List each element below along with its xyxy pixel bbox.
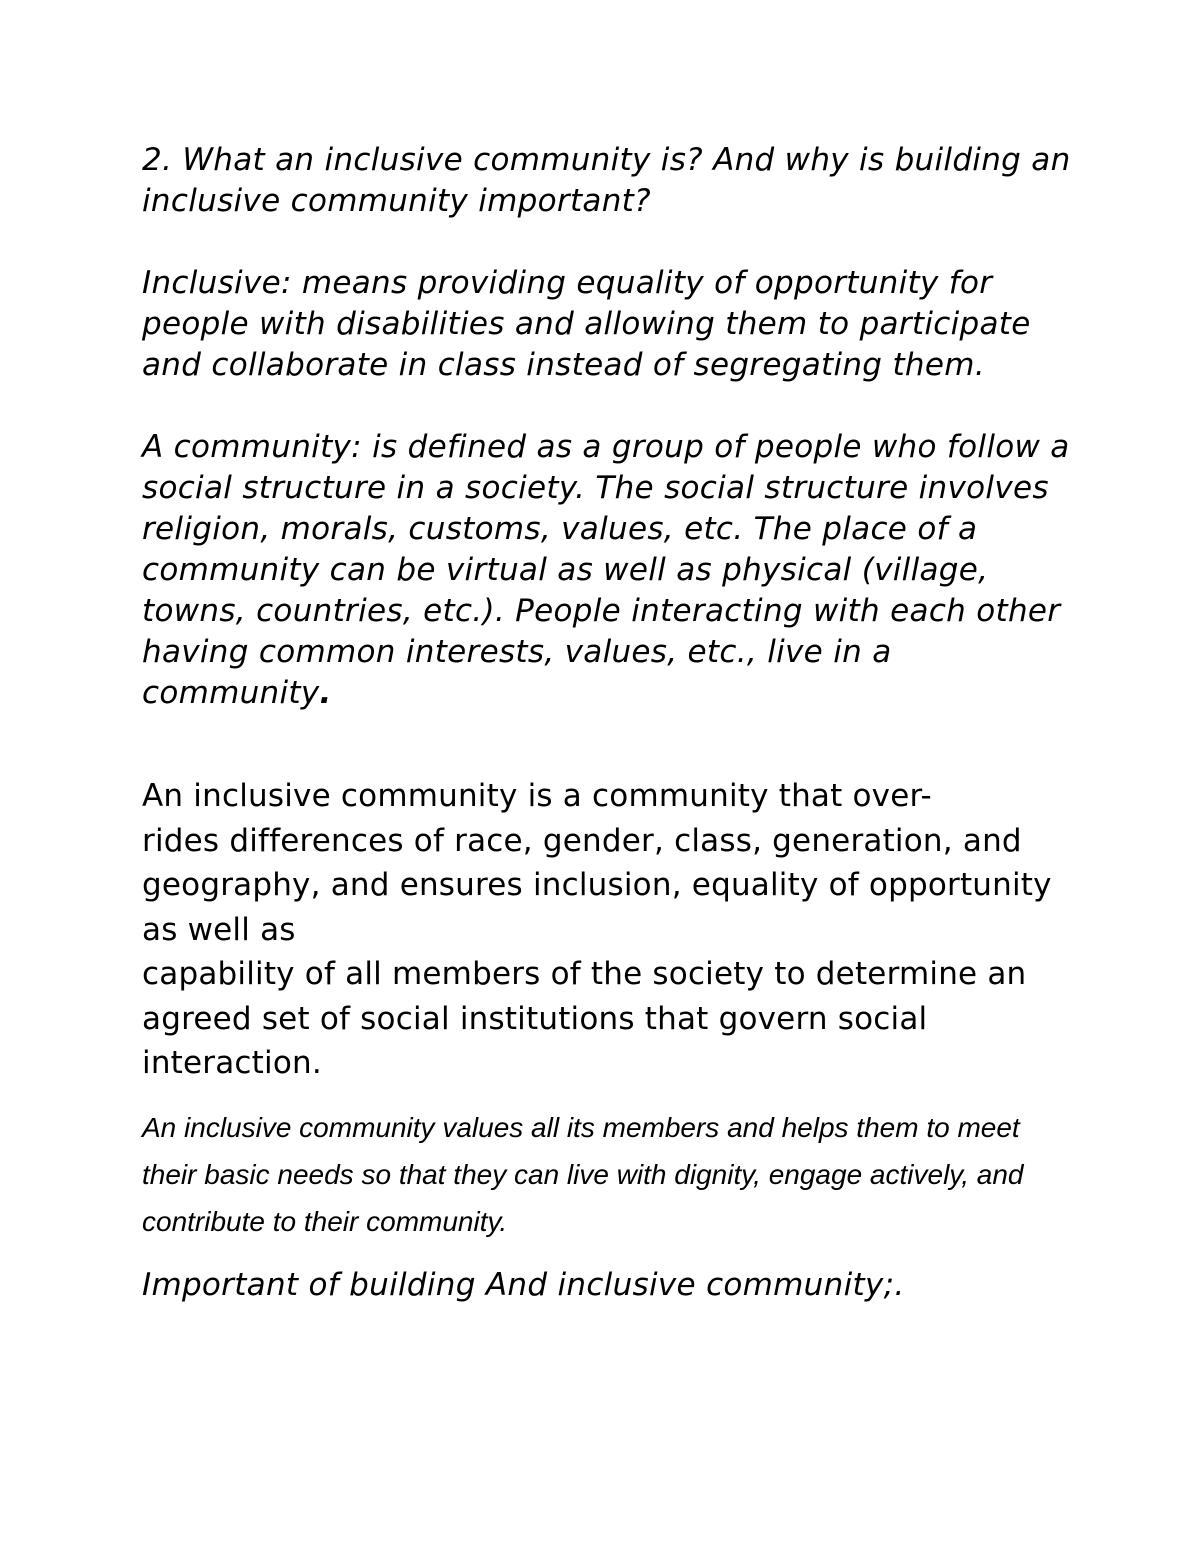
community-definition-text: A community: is defined as a group of people who follow a social structure in a society. The social structure involves religion, morals, customs, values, etc. The place of a community can be virtual as well as physical (village, towns, countries, etc.). People interacting with each other having common interests, values, etc., live in a community — [142, 429, 1070, 711]
inclusive-community-paragraph — [142, 774, 1072, 1086]
inclusive-values-paragraph: An inclusive community values all its members and helps them to meet their basic needs so that they can live with dignity, engage actively, and contribute to their community. — [142, 1111, 1024, 1237]
inclusive-community-line-2: rides differences of race, gender, class, generation, and geography, and ensures inclusion, equality of opportunity as well as — [142, 822, 1052, 948]
important-heading: Important of building And inclusive community;. — [142, 1266, 905, 1303]
inclusive-definition-paragraph: Inclusive: means providing equality of opportunity for people with disabilities and allowing them to participate and collaborate in class instead of segregating them. — [142, 265, 1031, 383]
inclusive-community-line-3: capability of all members of the society to determine an agreed set of social institutions that govern social interaction. — [142, 956, 1027, 1081]
inclusive-community-line-1: An inclusive community is a community that over- — [142, 778, 932, 814]
question-heading: 2. What an inclusive community is? And why is building an inclusive community important? — [142, 142, 1071, 219]
community-definition-paragraph — [142, 427, 1072, 714]
community-definition-period: . — [319, 675, 332, 711]
document-page — [142, 140, 1072, 1306]
